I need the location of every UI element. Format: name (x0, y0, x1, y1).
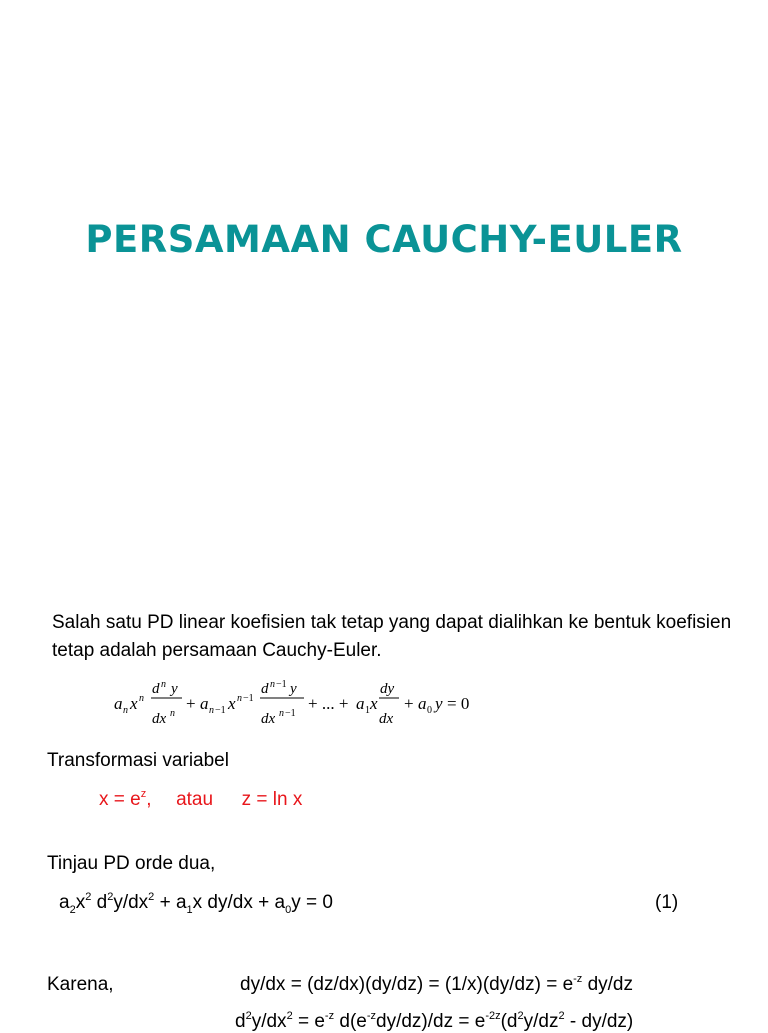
svg-text:a: a (200, 694, 209, 713)
svg-text:+ ... +: + ... + (308, 694, 349, 713)
deriv1-sup: -z (573, 972, 583, 985)
cauchy-euler-general-formula (112, 677, 492, 737)
svg-text:n: n (123, 705, 128, 716)
svg-text:−1: −1 (243, 693, 254, 704)
eq1-a-sub: 2 (69, 903, 76, 916)
equation-1 (59, 892, 333, 914)
transform-exponent: z (140, 787, 147, 800)
deriv2-p7: y/dz (523, 1011, 559, 1032)
svg-text:n: n (170, 708, 175, 719)
page-title: PERSAMAAN CAUCHY-EULER (85, 218, 683, 261)
svg-text:a: a (356, 694, 365, 713)
deriv2-s3: -z (324, 1009, 335, 1022)
eq1-x-sup: 2 (85, 890, 92, 903)
deriv2-s6: 2 (517, 1009, 524, 1022)
transform-z-equals: z = ln x (241, 789, 303, 810)
eq1-d-sup: 2 (107, 890, 114, 903)
svg-text:n: n (209, 705, 214, 716)
svg-text:dx: dx (152, 711, 167, 727)
svg-text:d: d (261, 681, 269, 697)
svg-text:dy: dy (380, 681, 395, 697)
svg-text:n: n (279, 708, 284, 719)
svg-text:n: n (161, 679, 166, 690)
transform-label: Transformasi variabel (47, 750, 229, 771)
svg-text:= 0: = 0 (447, 694, 470, 713)
svg-text:x: x (370, 694, 378, 713)
deriv2-s5: -2z (485, 1009, 501, 1022)
eq1-d: d (91, 892, 108, 913)
deriv2-s1: 2 (245, 1009, 252, 1022)
eq1-a0-sub: 0 (285, 903, 292, 916)
deriv2-p5: dy/dz)/dz = e (376, 1011, 486, 1032)
deriv2-s7: 2 (558, 1009, 565, 1022)
transform-comma: , (146, 789, 152, 810)
svg-text:dx: dx (261, 711, 276, 727)
eq1-ydx: y/dx (113, 892, 149, 913)
eq1-end: y = 0 (291, 892, 333, 913)
deriv2-s4: -z (366, 1009, 377, 1022)
eq1-mid: x dy/dx + a (192, 892, 286, 913)
svg-text:−1: −1 (285, 708, 296, 719)
svg-text:−1: −1 (276, 679, 287, 690)
deriv2-p4: d(e (334, 1011, 367, 1032)
svg-text:y: y (290, 681, 297, 697)
svg-text:n: n (270, 679, 275, 690)
transform-atau: atau (176, 789, 214, 810)
equation-1-number: (1) (655, 892, 679, 913)
intro-paragraph: Salah satu PD linear koefisien tak tetap yang dapat dialihkan ke bentuk koefisien tetap adalah persamaan Cauchy-Euler. (52, 612, 732, 661)
deriv2-p8: - dy/dz) (564, 1011, 634, 1032)
eq1-plus: + a (154, 892, 187, 913)
review-label: Tinjau PD orde dua, (47, 853, 216, 874)
svg-text:n: n (139, 693, 144, 704)
deriv2-p6: (d (500, 1011, 518, 1032)
eq1-a: a (59, 892, 70, 913)
eq1-a1-sub: 1 (186, 903, 193, 916)
eq1-dx-sup: 2 (148, 890, 155, 903)
derivative-second (235, 1011, 633, 1033)
svg-text:a: a (114, 694, 123, 713)
svg-text:dx: dx (379, 711, 394, 727)
svg-text:x: x (228, 694, 236, 713)
derivative-first (240, 974, 633, 996)
deriv1-tail: dy/dz (582, 974, 634, 995)
deriv2-s2: 2 (286, 1009, 293, 1022)
svg-text:y: y (435, 694, 443, 713)
karena-label: Karena, (47, 974, 114, 995)
svg-text:−1: −1 (215, 705, 226, 716)
svg-text:y: y (171, 681, 178, 697)
svg-text:a: a (418, 694, 427, 713)
svg-text:1: 1 (365, 705, 370, 716)
svg-text:n: n (237, 693, 242, 704)
transform-equations (99, 789, 302, 811)
svg-text:+: + (404, 694, 414, 713)
eq1-x: x (75, 892, 86, 913)
transform-x-equals: x = e (99, 789, 141, 810)
deriv2-p3: = e (292, 1011, 325, 1032)
svg-text:x: x (130, 694, 138, 713)
deriv1-main: dy/dx = (dz/dx)(dy/dz) = (1/x)(dy/dz) = e (240, 974, 574, 995)
svg-text:0: 0 (427, 705, 432, 716)
svg-text:+: + (186, 694, 196, 713)
deriv2-p1: d (235, 1011, 246, 1032)
deriv2-p2: y/dx (251, 1011, 287, 1032)
svg-text:d: d (152, 681, 160, 697)
